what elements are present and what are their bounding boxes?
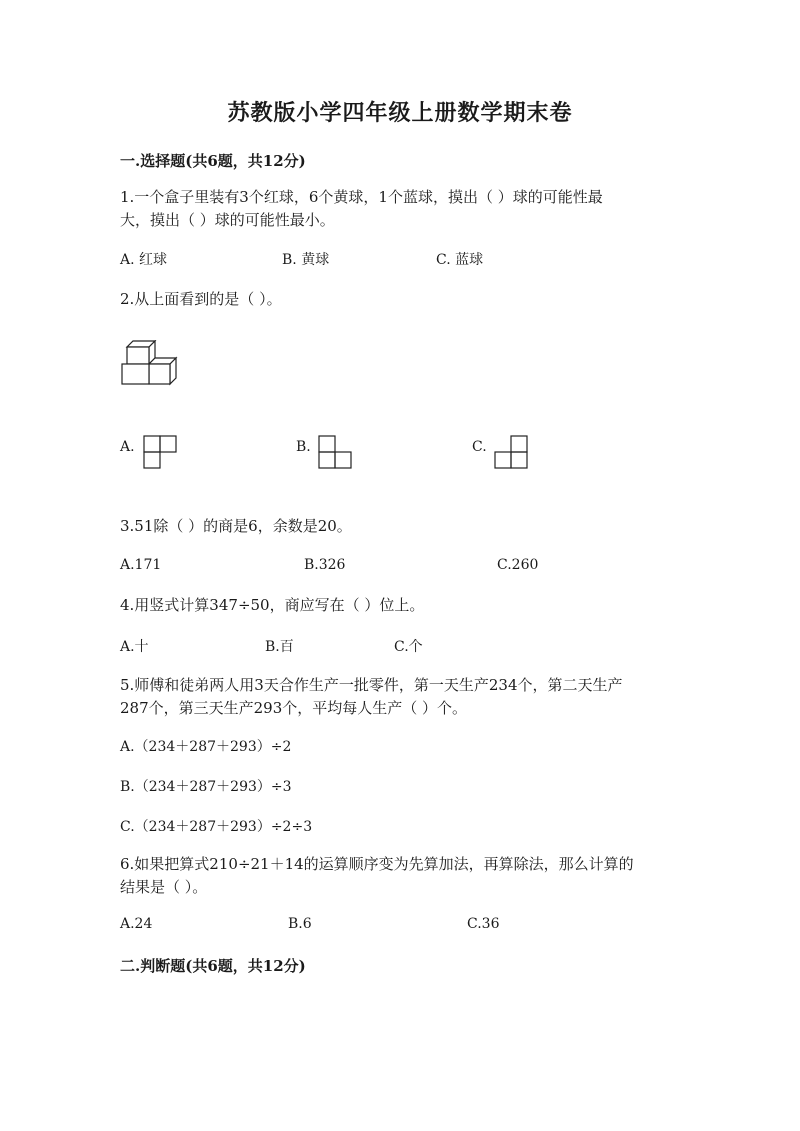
question-4-option-b: B.百 — [265, 639, 294, 655]
question-5-line-1: 5.师傅和徒弟两人用3天合作生产一批零件，第一天生产234个，第二天生产 — [120, 676, 623, 694]
question-6-line-1: 6.如果把算式210÷21＋14的运算顺序变为先算加法，再算除法，那么计算的 — [120, 855, 634, 873]
question-1-line-1: 1.一个盒子里装有3个红球，6个黄球，1个蓝球，摸出（ ）球的可能性最 — [120, 188, 603, 206]
question-3-option-c: C.260 — [497, 557, 539, 573]
question-2-option-a: A. — [120, 439, 135, 455]
question-2-option-b: B. — [296, 439, 311, 455]
question-5-option-c: C.（234＋287＋293）÷2÷3 — [120, 819, 313, 835]
question-4-option-c: C.个 — [394, 639, 423, 655]
question-2-option-c: C. — [472, 439, 487, 455]
option-c-grid-figure — [494, 434, 530, 470]
question-1-option-b: B. 黄球 — [282, 252, 330, 268]
question-6-option-a: A.24 — [120, 916, 153, 932]
page-title: 苏教版小学四年级上册数学期末卷 — [227, 100, 573, 126]
option-a-grid-figure — [143, 434, 179, 470]
question-4-option-a: A.十 — [120, 639, 149, 655]
question-1-option-a: A. 红球 — [120, 252, 168, 268]
cube-stack-figure — [118, 340, 184, 390]
question-6-option-c: C.36 — [467, 916, 500, 932]
question-5-line-2: 287个，第三天生产293个，平均每人生产（ ）个。 — [120, 699, 468, 717]
question-5-option-b: B.（234＋287＋293）÷3 — [120, 779, 292, 795]
question-3-text: 3.51除（ ）的商是6，余数是20。 — [120, 517, 352, 535]
question-3-option-a: A.171 — [120, 557, 162, 573]
section-heading-judgement: 二.判断题(共6题，共12分) — [120, 957, 306, 975]
question-2-text: 2.从上面看到的是（ ）。 — [120, 290, 282, 308]
question-1-line-2: 大，摸出（ ）球的可能性最小。 — [120, 211, 335, 229]
question-4-text: 4.用竖式计算347÷50，商应写在（ ）位上。 — [120, 596, 425, 614]
question-3-option-b: B.326 — [304, 557, 346, 573]
question-6-option-b: B.6 — [288, 916, 312, 932]
question-5-option-a: A.（234＋287＋293）÷2 — [120, 739, 292, 755]
option-b-grid-figure — [318, 434, 354, 470]
section-heading-choice: 一.选择题(共6题，共12分) — [120, 152, 306, 170]
question-6-line-2: 结果是（ ）。 — [120, 878, 208, 896]
question-1-option-c: C. 蓝球 — [436, 252, 484, 268]
